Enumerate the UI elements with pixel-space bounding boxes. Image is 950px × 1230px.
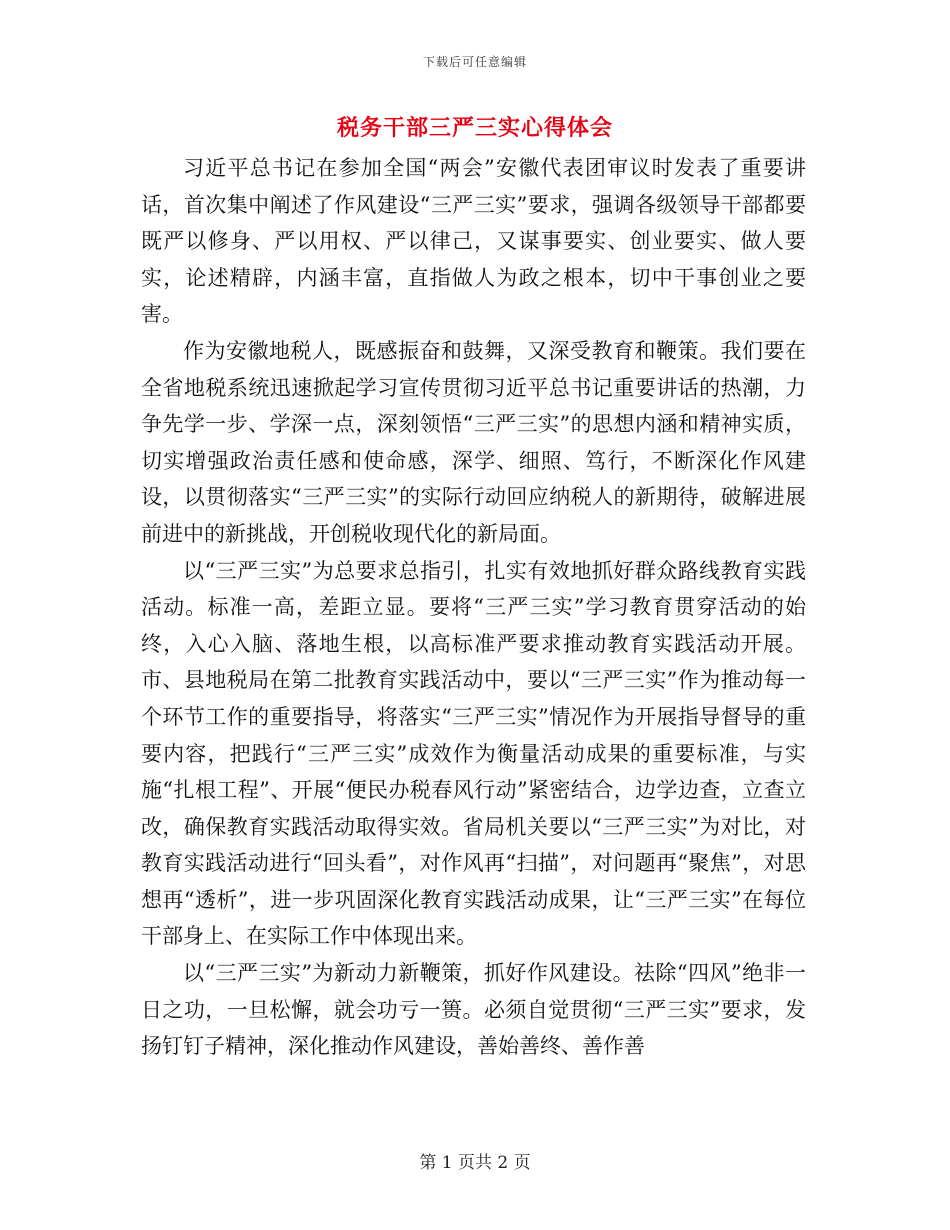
paragraph-4: 以“三严三实”为新动力新鞭策，抓好作风建设。祛除“四风”绝非一日之功，一旦松懈，就会功亏一篑。必须自觉贯彻“三严三实”要求，发扬钉钉子精神，深化推动作风建设，善始善终、善作善 — [141, 961, 806, 1059]
page-number: 第 1 页共 2 页 — [419, 1153, 531, 1173]
paragraph-1: 习近平总书记在参加全国“两会”安徽代表团审议时发表了重要讲话，首次集中阐述了作风建设“三严三实”要求，强调各级领导干部都要既严以修身、严以用权、严以律己，又谋事要实、创业要实、做人要实，论述精辟，内涵丰富，直指做人为政之根本，切中干事创业之要害。 — [141, 156, 806, 327]
document-title: 税务干部三严三实心得体会 — [336, 115, 613, 141]
paragraph-2: 作为安徽地税人，既感振奋和鼓舞，又深受教育和鞭策。我们要在全省地税系统迅速掀起学习宣传贯彻习近平总书记重要讲话的热潮，力争先学一步、学深一点，深刻领悟“三严三实”的思想内涵和精神实质，切实增强政治责任感和使命感，深学、细照、笃行，不断深化作风建设，以贯彻落实“三严三实”的实际行动回应纳税人的新期待，破解进展前进中的新挑战，开创税收现代化的新局面。 — [141, 338, 806, 546]
paragraph-3: 以“三严三实”为总要求总指引，扎实有效地抓好群众路线教育实践活动。标准一高，差距立显。要将“三严三实”学习教育贯穿活动的始终，入心入脑、落地生根，以高标准严要求推动教育实践活动开展。市、县地税局在第二批教育实践活动中，要以“三严三实”作为推动每一个环节工作的重要指导，将落实“三严三实”情况作为开展指导督导的重要内容，把践行“三严三实”成效作为衡量活动成果的重要标准，与实施“扎根工程”、开展“便民办税春风行动”紧密结合，边学边查，立查立改，确保教育实践活动取得实效。省局机关要以“三严三实”为对比，对教育实践活动进行“回头看”，对作风再“扫描”，对问题再“聚焦”，对思想再“透析”，进一步巩固深化教育实践活动成果，让“三严三实”在每位干部身上、在实际工作中体现出来。 — [141, 558, 806, 949]
header-note: 下载后可任意编辑 — [422, 55, 527, 69]
document-body — [141, 150, 806, 1065]
